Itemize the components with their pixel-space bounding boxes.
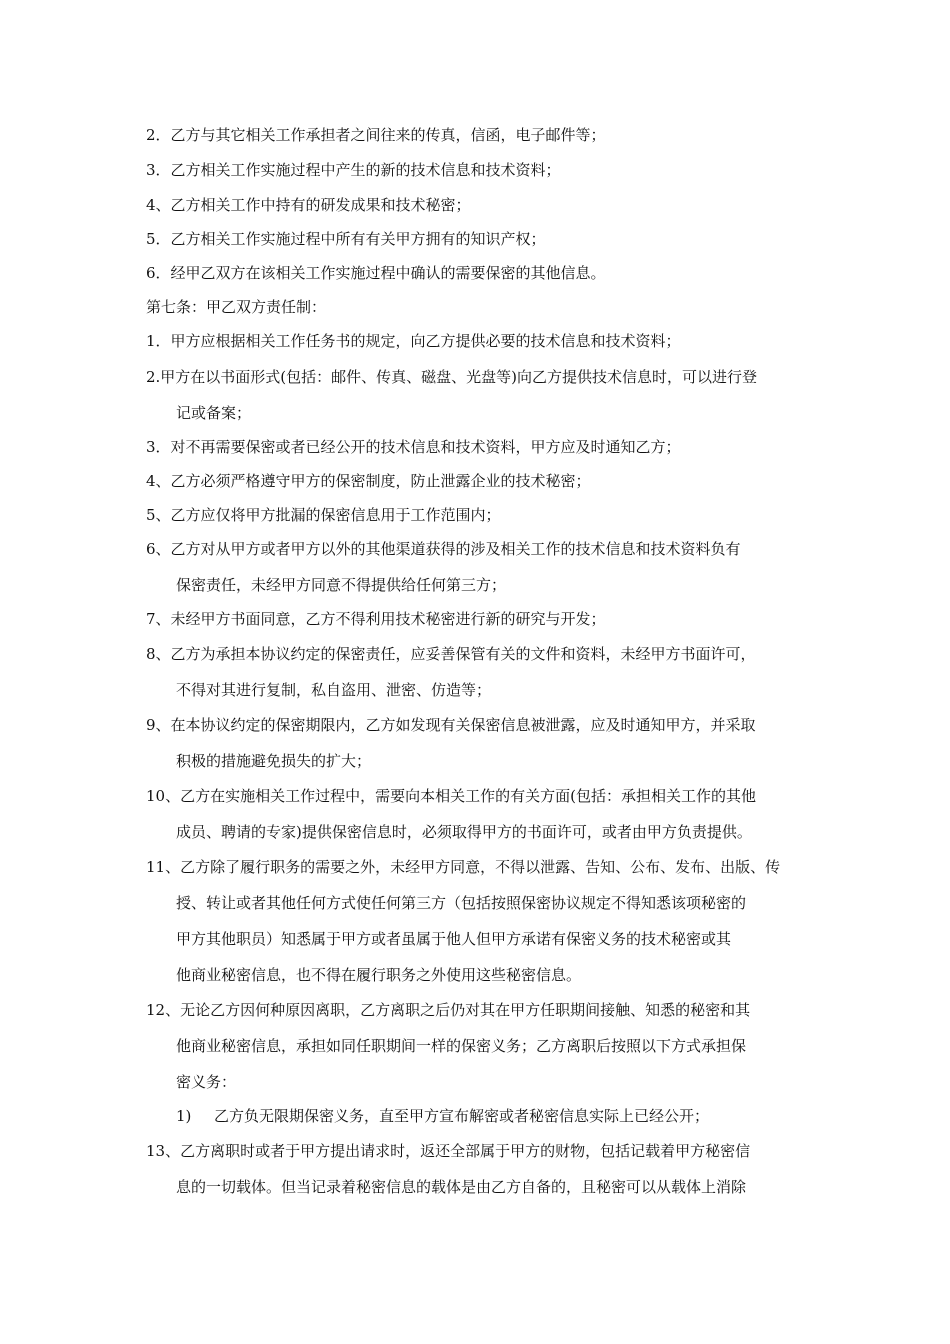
resp-1-line: 1．甲方应根据相关工作任务书的规定，向乙方提供必要的技术信息和技术资料； <box>146 332 681 350</box>
resp-4-line: 4、乙方必须严格遵守甲方的保密制度，防止泄露企业的技术秘密； <box>146 472 591 490</box>
item-6-line: 6．经甲乙双方在该相关工作实施过程中确认的需要保密的其他信息。 <box>146 264 606 282</box>
item-5-line: 5．乙方相关工作实施过程中所有有关甲方拥有的知识产权； <box>146 230 546 248</box>
resp-11-continuation-3: 他商业秘密信息，也不得在履行职务之外使用这些秘密信息。 <box>176 966 582 984</box>
resp-12-line: 12、无论乙方因何种原因离职，乙方离职之后仍对其在甲方任职期间接触、知悉的秘密和其 <box>146 1001 751 1019</box>
resp-7-line: 7、未经甲方书面同意，乙方不得利用技术秘密进行新的研究与开发； <box>146 610 606 628</box>
resp-12-continuation-2: 密义务： <box>176 1073 237 1091</box>
resp-10-continuation: 成员、聘请的专家)提供保密信息时，必须取得甲方的书面许可，或者由甲方负责提供。 <box>176 823 752 841</box>
item-2-line: 2．乙方与其它相关工作承担者之间往来的传真，信函，电子邮件等； <box>146 126 606 144</box>
resp-2-line: 2.甲方在以书面形式(包括：邮件、传真、磁盘、光盘等)向乙方提供技术信息时，可以进行登 <box>146 368 758 386</box>
resp-10-line: 10、乙方在实施相关工作过程中，需要向本相关工作的有关方面(包括：承担相关工作的其他 <box>146 787 756 805</box>
resp-6-continuation: 保密责任，未经甲方同意不得提供给任何第三方； <box>176 576 507 594</box>
item-3-line: 3．乙方相关工作实施过程中产生的新的技术信息和技术资料； <box>146 161 561 179</box>
resp-11-continuation-2: 甲方其他职员）知悉属于甲方或者虽属于他人但甲方承诺有保密义务的技术秘密或其 <box>176 930 732 948</box>
sub-item-number: 1) <box>176 1107 192 1125</box>
resp-2-continuation: 记或备案； <box>176 404 252 422</box>
item-4-line: 4、乙方相关工作中持有的研发成果和技术秘密； <box>146 196 471 214</box>
resp-12-continuation-1: 他商业秘密信息，承担如同任职期间一样的保密义务；乙方离职后按照以下方式承担保 <box>176 1037 747 1055</box>
resp-11-line: 11、乙方除了履行职务的需要之外，未经甲方同意，不得以泄露、告知、公布、发布、出版、传 <box>146 858 781 876</box>
section-7-heading: 第七条：甲乙双方责任制： <box>146 298 327 316</box>
sub-item-text: 乙方负无限期保密义务，直至甲方宣布解密或者秘密信息实际上已经公开； <box>214 1107 710 1125</box>
resp-13-continuation: 息的一切载体。但当记录着秘密信息的载体是由乙方自备的，且秘密可以从载体上消除 <box>176 1178 747 1196</box>
resp-11-continuation-1: 授、转让或者其他任何方式使任何第三方（包括按照保密协议规定不得知悉该项秘密的 <box>176 894 747 912</box>
resp-8-line: 8、乙方为承担本协议约定的保密责任，应妥善保管有关的文件和资料，未经甲方书面许可， <box>146 645 756 663</box>
resp-6-line: 6、乙方对从甲方或者甲方以外的其他渠道获得的涉及相关工作的技术信息和技术资料负有 <box>146 540 741 558</box>
resp-9-continuation: 积极的措施避免损失的扩大； <box>176 752 372 770</box>
resp-9-line: 9、在本协议约定的保密期限内，乙方如发现有关保密信息被泄露，应及时通知甲方，并采取 <box>146 716 756 734</box>
resp-13-line: 13、乙方离职时或者于甲方提出请求时，返还全部属于甲方的财物，包括记载着甲方秘密信 <box>146 1142 751 1160</box>
resp-8-continuation: 不得对其进行复制，私自盗用、泄密、仿造等； <box>176 681 492 699</box>
resp-5-line: 5、乙方应仅将甲方批漏的保密信息用于工作范围内； <box>146 506 501 524</box>
resp-3-line: 3．对不再需要保密或者已经公开的技术信息和技术资料，甲方应及时通知乙方； <box>146 438 681 456</box>
